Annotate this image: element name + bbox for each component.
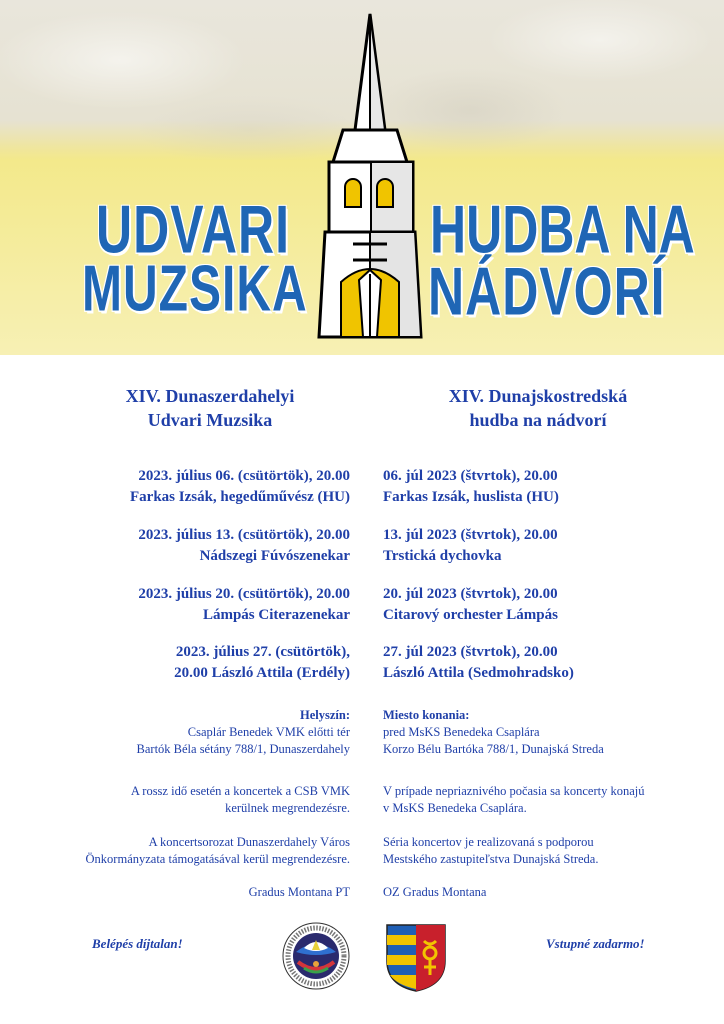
title-slovak: [388, 384, 688, 432]
event-date: 2023. július 13. (csütörtök), 20.00: [138, 527, 350, 543]
header-banner: [0, 0, 724, 355]
weather-line2: v MsKS Benedeka Csaplára.: [383, 801, 527, 815]
venue-label: Miesto konania:: [383, 708, 470, 722]
support-line1: Séria koncertov je realizovaná s podporou: [383, 835, 594, 849]
event-3-hungarian: [60, 584, 350, 626]
circular-association-emblem-icon: [282, 922, 350, 990]
event-date: 13. júl 2023 (štvrtok), 20.00: [383, 527, 558, 543]
event-3-slovak: [383, 584, 703, 626]
event-performer: 20.00 László Attila (Erdély): [174, 665, 350, 681]
venue-place: Csaplár Benedek VMK előtti tér: [187, 725, 350, 739]
logo-right-line1: HUDBA NA: [430, 191, 695, 268]
event-performer: Nádszegi Fúvószenekar: [199, 548, 350, 564]
event-1-slovak: [383, 466, 703, 508]
logo-left-line2: MUZSIKA: [82, 253, 308, 326]
town-coat-of-arms-icon: [385, 923, 447, 993]
event-date: 2023. július 20. (csütörtök), 20.00: [138, 586, 350, 602]
free-entry-hungarian: Belépés díjtalan!: [92, 936, 183, 951]
church-tower-icon: [315, 12, 425, 342]
support-note-hungarian: [60, 834, 350, 868]
event-2-slovak: [383, 525, 703, 567]
title-hu-line1: XIV. Dunaszerdahelyi: [125, 386, 295, 406]
event-performer: László Attila (Sedmohradsko): [383, 665, 574, 681]
title-hu-line2: Udvari Muzsika: [147, 410, 273, 430]
weather-line1: V prípade nepriaznivého počasia sa koncerty konajú: [383, 784, 645, 798]
title-hungarian: [80, 384, 340, 432]
venue-hungarian: [60, 707, 350, 758]
event-performer: Lámpás Citerazenekar: [202, 607, 350, 623]
event-performer: Trstická dychovka: [383, 548, 502, 564]
support-note-slovak: [383, 834, 703, 868]
support-line2: Mestského zastupiteľstva Dunajská Streda.: [383, 852, 599, 866]
support-line1: A koncertsorozat Dunaszerdahely Város: [148, 835, 350, 849]
logo-right-line2: NÁDVORÍ: [428, 253, 666, 330]
event-date: 27. júl 2023 (štvrtok), 20.00: [383, 644, 558, 660]
event-date: 2023. július 06. (csütörtök), 20.00: [138, 468, 350, 484]
weather-note-slovak: [383, 783, 703, 817]
event-1-hungarian: [60, 466, 350, 508]
event-4-slovak: [383, 642, 703, 684]
event-performer: Farkas Izsák, huslista (HU): [383, 489, 559, 505]
event-date: 2023. július 27. (csütörtök),: [175, 644, 350, 660]
event-date: 06. júl 2023 (štvrtok), 20.00: [383, 468, 558, 484]
logo-left-line1: UDVARI: [96, 191, 290, 268]
title-sk-line1: XIV. Dunajskostredská: [448, 386, 628, 406]
event-date: 20. júl 2023 (štvrtok), 20.00: [383, 586, 558, 602]
organizer-slovak: OZ Gradus Montana: [383, 885, 487, 899]
venue-address: Korzo Bélu Bartóka 788/1, Dunajská Streda: [383, 742, 604, 756]
event-performer: Farkas Izsák, hegedűművész (HU): [130, 489, 350, 505]
support-line2: Önkormányzata támogatásával kerül megrendezésre.: [85, 852, 350, 866]
weather-note-hungarian: [60, 783, 350, 817]
venue-label: Helyszín:: [300, 708, 350, 722]
free-entry-slovak: Vstupné zadarmo!: [546, 936, 645, 951]
venue-slovak: [383, 707, 703, 758]
event-performer: Citarový orchester Lámpás: [383, 607, 558, 623]
event-2-hungarian: [60, 525, 350, 567]
organizer-hungarian: Gradus Montana PT: [248, 885, 350, 899]
venue-address: Bartók Béla sétány 788/1, Dunaszerdahely: [136, 742, 350, 756]
venue-place: pred MsKS Benedeka Csaplára: [383, 725, 540, 739]
weather-line2: kerülnek megrendezésre.: [225, 801, 350, 815]
weather-line1: A rossz idő esetén a koncertek a CSB VMK: [130, 784, 350, 798]
title-sk-line2: hudba na nádvorí: [469, 410, 607, 430]
event-4-hungarian: [60, 642, 350, 684]
